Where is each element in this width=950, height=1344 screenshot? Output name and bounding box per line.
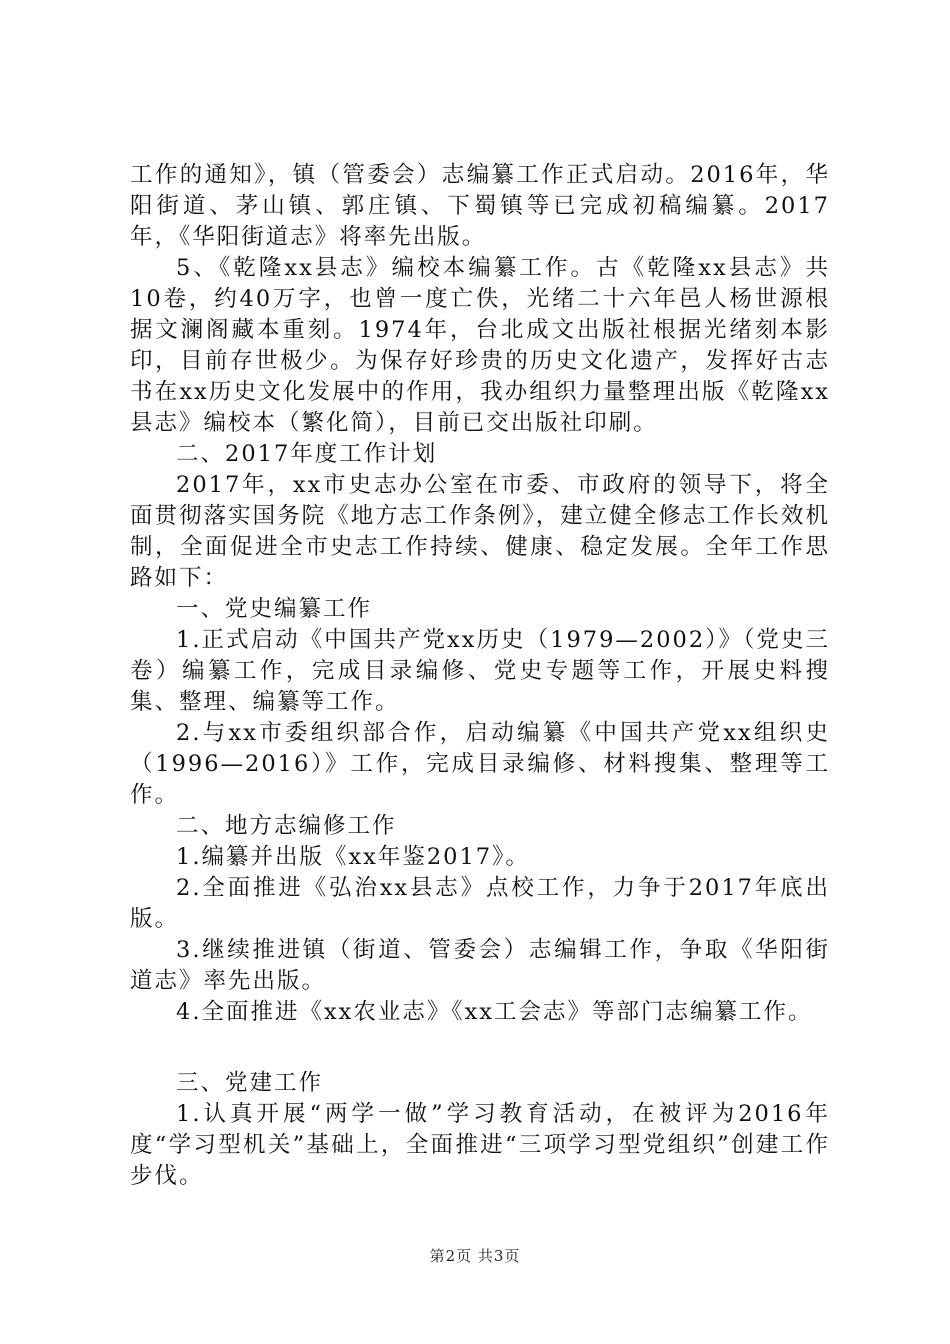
page-number-footer: 第2页 共3页 <box>429 1247 521 1265</box>
heading-party-history: 一、党史编纂工作 <box>176 596 373 622</box>
paragraph-qianlong-gazetteer: 5、《乾隆xx县志》编校本编纂工作。古《乾隆xx县志》共10卷，约40万字，也曾一度亡佚，光绪二十六年邑人杨世源根据文澜阁藏本重刻。1974年，台北成文出版社根据光绪刻本影印，目前存世极少。为保存好珍贵的历史文化遗产，发挥好古志书在xx历史文化发展中的作用，我办组织力量整理出版《乾隆xx县志》编校本（繁化简），目前已交出版社印刷。 <box>130 255 830 436</box>
paragraph-chronicle-item-3: 3.继续推进镇（街道、管委会）志编辑工作，争取《华阳街道志》率先出版。 <box>130 937 830 994</box>
paragraph-plan-overview: 2017年，xx市史志办公室在市委、市政府的领导下，将全面贯彻落实国务院《地方志工作条例》，建立健全修志工作长效机制，全面促进全市史志工作持续、健康、稳定发展。全年工作思路如下： <box>130 472 830 591</box>
document-body <box>130 160 830 1192</box>
paragraph-party-history-item-2: 2.与xx市委组织部合作，启动编纂《中国共产党xx组织史（1996—2016）》工作，完成目录编修、材料搜集、整理等工作。 <box>130 720 830 808</box>
section-spacer <box>130 1028 830 1068</box>
paragraph-party-history-item-1: 1.正式启动《中国共产党xx历史（1979—2002）》（党史三卷）编纂工作，完成目录编修、党史专题等工作，开展史料搜集、整理、编纂等工作。 <box>130 627 830 715</box>
paragraph-chronicle-item-4: 4.全面推进《xx农业志》《xx工会志》等部门志编纂工作。 <box>176 999 813 1025</box>
heading-local-chronicle: 二、地方志编修工作 <box>176 813 397 839</box>
paragraph-notice-continuation: 工作的通知》，镇（管委会）志编纂工作正式启动。2016年，华阳街道、茅山镇、郭庄镇、下蜀镇等已完成初稿编纂。2017年，《华阳街道志》将率先出版。 <box>130 162 830 250</box>
paragraph-chronicle-item-2: 2.全面推进《弘治xx县志》点校工作，力争于2017年底出版。 <box>130 875 830 932</box>
paragraph-party-building-item-1: 1.认真开展“两学一做”学习教育活动，在被评为2016年度“学习型机关”基础上，全面推进“三项学习型党组织”创建工作步伐。 <box>130 1101 830 1189</box>
heading-party-building: 三、党建工作 <box>176 1070 324 1096</box>
heading-2017-work-plan: 二、2017年度工作计划 <box>176 441 438 467</box>
paragraph-chronicle-item-1: 1.编纂并出版《xx年鉴2017》。 <box>176 844 530 870</box>
